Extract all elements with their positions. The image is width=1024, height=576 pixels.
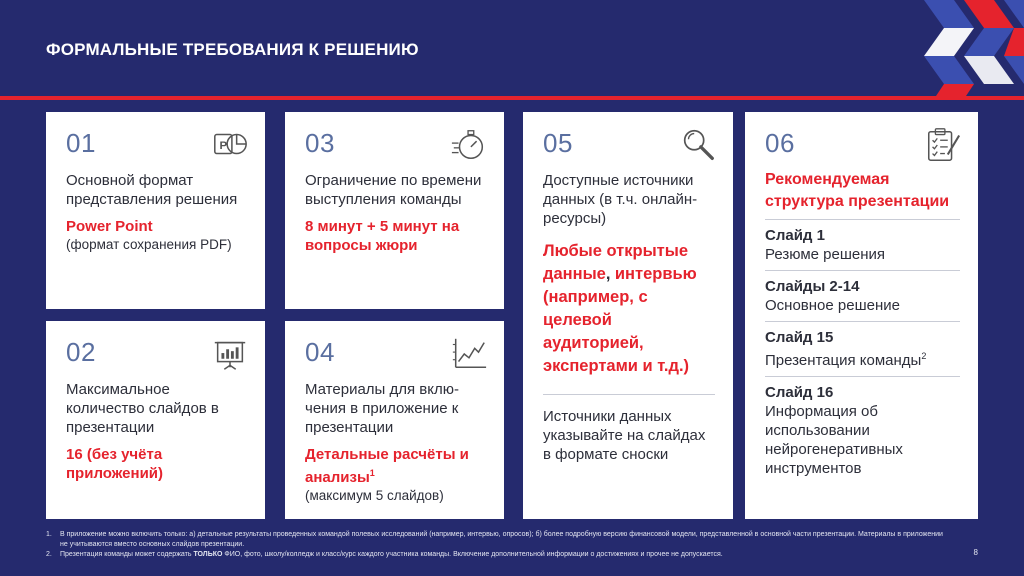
structure-item [765,328,960,370]
card-05 [523,112,733,519]
page-number: 8 [973,548,978,557]
card-text: Основной формат представления решения [66,172,238,208]
card-02 [46,321,265,519]
card-highlight [305,445,486,487]
footnote-text-strong: ТОЛЬКО [193,551,223,558]
footnote-number: 2. [46,551,52,558]
presentation-board-icon [211,335,249,373]
footnote-text-pre: Презентация команды может содержать [60,551,194,558]
card-01 [46,112,265,309]
line-chart-icon [450,335,488,373]
structure-item [765,226,960,264]
structure-item [765,277,960,315]
structure-slide-name: Слайд 15 [765,329,834,346]
structure-slide-name: Слайд 16 [765,384,834,401]
footnote-number: 1. [46,531,52,538]
structure-slide-name: Слайд 1 [765,227,825,244]
footnote-ref: 2 [921,351,927,361]
card-number: 05 [543,128,573,158]
card-number: 04 [305,337,335,367]
footnote-ref: 1 [369,468,375,478]
structure-slide-name: Слайды 2-14 [765,278,860,295]
footnote [46,550,946,560]
card-highlight-a: Любые открытые данные [543,242,689,283]
card-heading: Рекомендуемая структура презентации [765,171,950,210]
card-number: 02 [66,337,96,367]
structure-slide-desc-text: Презентация команды [765,352,922,369]
card-text: Доступные источники данных (в т.ч. онлайн-ресурсы) [543,172,698,227]
card-highlight [543,240,715,378]
card-highlight-b: интервью (например, с целевой аудиторией, экспертами и т.д.) [543,265,697,375]
card-number: 06 [765,128,795,158]
card-note: (максимум 5 слайдов) [305,488,444,503]
card-divider [765,219,960,220]
magnifier-icon [679,126,717,164]
structure-slide-desc: Информация об использовании нейрогенеративных инструментов [765,403,903,477]
card-text-2: Источники данных указывайте на слайдах в формате сноски [543,408,706,463]
card-divider [765,270,960,271]
powerpoint-icon [211,126,249,164]
title-divider [0,96,1024,100]
footnote-text: В приложение можно включить только: а) детальные результаты проведенных командой полевых исследований (например, интервью, опросов); б) более подробную версию финансовой модели, представленной в основной части презентации. Материалы в приложении не учитываются вместо основных слайдов презентации. [60,531,943,548]
structure-slide-desc: Основное решение [765,297,900,314]
structure-slide-desc [765,347,960,370]
footnote-text-post: ФИО, фото, школу/колледж и класс/курс каждого участника команды. Включение дополнительной информации о достижениях и прочее не допускается. [222,551,723,558]
card-highlight: 8 минут + 5 минут на вопросы жюри [305,218,460,254]
card-text: Материалы для вклю-чения в приложение к презентации [305,381,459,436]
card-number: 01 [66,128,96,158]
card-divider [765,376,960,377]
structure-slide-desc: Резюме решения [765,246,885,263]
card-text: Максимальное количество слайдов в презентации [66,381,219,436]
card-divider [765,321,960,322]
decorative-chevrons [854,0,1024,96]
card-highlight-text: Детальные расчёты и анализы [305,446,469,486]
card-divider [543,394,715,395]
card-highlight: Power Point [66,218,153,235]
card-03 [285,112,504,309]
card-note: (формат сохранения PDF) [66,237,232,252]
card-04 [285,321,504,519]
clipboard-checklist-icon [924,126,962,164]
page-title: ФОРМАЛЬНЫЕ ТРЕБОВАНИЯ К РЕШЕНИЮ [46,40,419,59]
card-highlight: 16 (без учёта приложений) [66,446,164,482]
card-06 [745,112,978,519]
card-text: Ограничение по времени выступления команды [305,172,482,208]
footnote [46,530,946,550]
footnote-text [60,550,723,560]
card-number: 03 [305,128,335,158]
structure-item [765,383,960,478]
card-highlight-comma: , [605,265,611,283]
svg-text:P: P [219,139,228,152]
footnotes [46,530,946,560]
stopwatch-icon [450,126,488,164]
